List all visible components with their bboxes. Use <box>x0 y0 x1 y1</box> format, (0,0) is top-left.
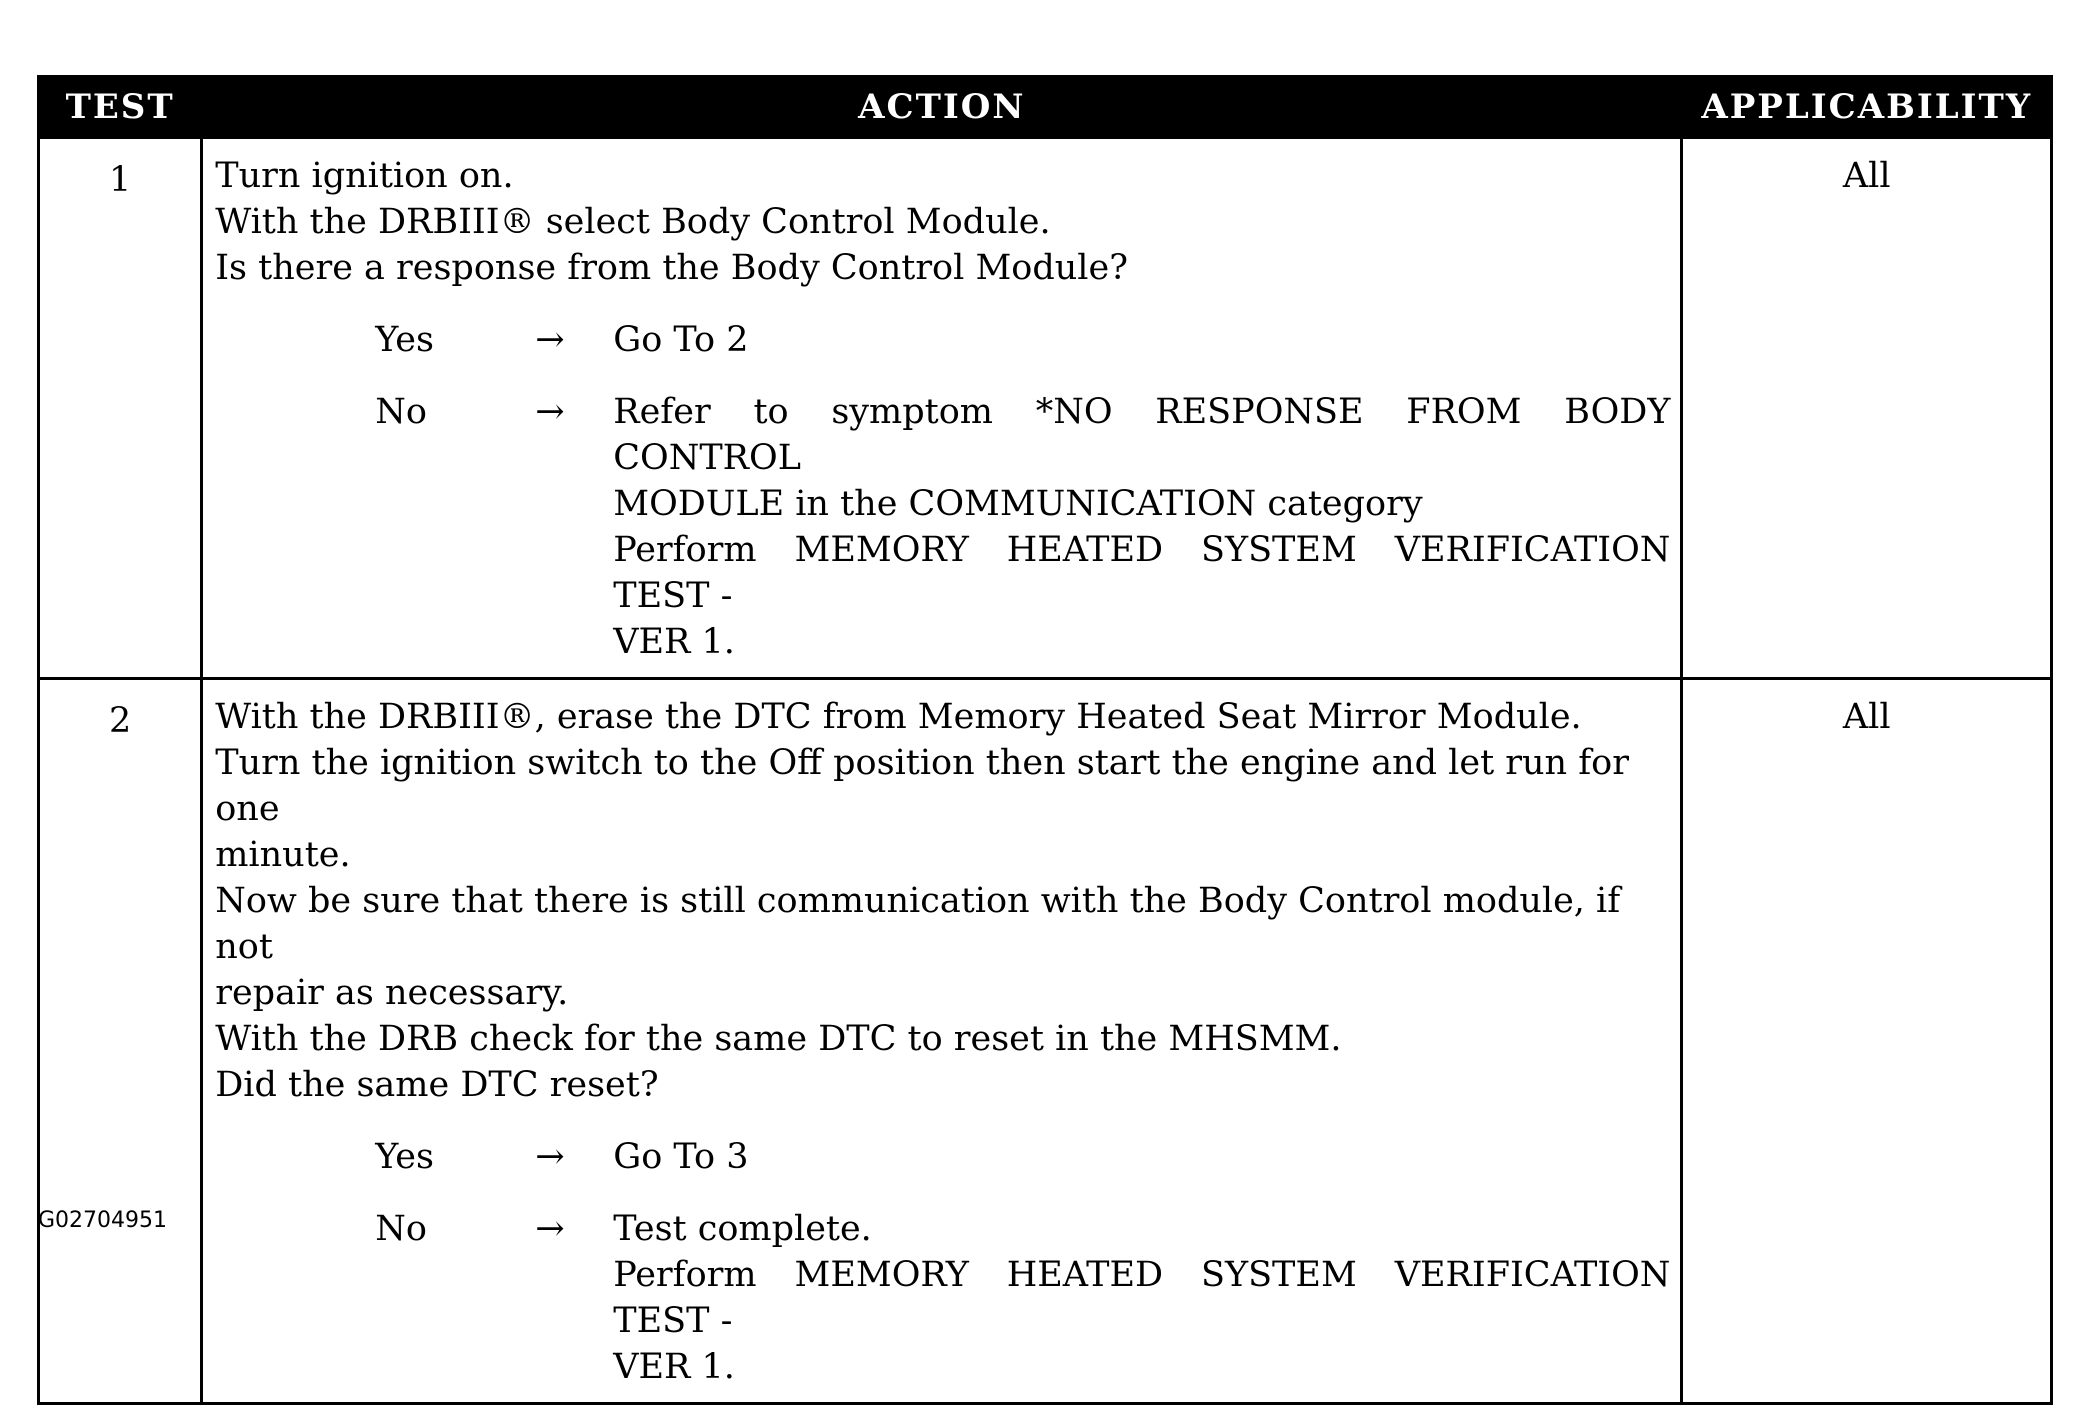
right-arrow-icon: → <box>535 320 565 360</box>
no-result-line: Perform MEMORY HEATED SYSTEM VERIFICATION TEST - <box>613 1255 1671 1341</box>
action-question: Is there a response from the Body Control Module? <box>215 248 1128 288</box>
action-cell <box>202 138 1682 679</box>
yes-result <box>613 1134 1670 1180</box>
yes-branch <box>215 1134 1670 1180</box>
no-branch <box>215 1206 1670 1390</box>
action-step: minute. <box>215 835 351 875</box>
action-step: With the DRBIII®, erase the DTC from Memory Heated Seat Mirror Module. <box>215 697 1582 737</box>
action-cell <box>202 679 1682 1404</box>
no-label: No <box>375 1209 427 1249</box>
yes-result-line: Go To 2 <box>613 320 749 360</box>
diagnostic-test-table <box>37 75 2053 1405</box>
yes-branch <box>215 317 1670 363</box>
test-number: 1 <box>39 138 202 679</box>
action-step: repair as necessary. <box>215 973 569 1013</box>
header-test: TEST <box>39 77 202 138</box>
yes-label: Yes <box>375 1137 434 1177</box>
action-step: Turn ignition on. <box>215 156 514 196</box>
no-result-line: Refer to symptom *NO RESPONSE FROM BODY CONTROL <box>613 392 1671 478</box>
action-step: Turn the ignition switch to the Off position then start the engine and let run for one <box>215 743 1629 829</box>
header-applicability: APPLICABILITY <box>1682 77 2052 138</box>
header-action: ACTION <box>202 77 1682 138</box>
no-label: No <box>375 392 427 432</box>
no-result <box>613 1206 1670 1390</box>
action-step: With the DRBIII® select Body Control Module. <box>215 202 1051 242</box>
right-arrow-icon: → <box>535 392 565 432</box>
applicability-cell: All <box>1682 679 2052 1404</box>
no-result-line: Perform MEMORY HEATED SYSTEM VERIFICATION TEST - <box>613 530 1671 616</box>
table-row <box>39 138 2052 679</box>
action-step: With the DRB check for the same DTC to reset in the MHSMM. <box>215 1019 1342 1059</box>
no-result-line: MODULE in the COMMUNICATION category <box>613 484 1423 524</box>
no-result-line: VER 1. <box>613 622 735 662</box>
no-branch <box>215 389 1670 665</box>
yes-result-line: Go To 3 <box>613 1137 749 1177</box>
action-step: Now be sure that there is still communication with the Body Control module, if not <box>215 881 1621 967</box>
right-arrow-icon: → <box>535 1137 565 1177</box>
action-question: Did the same DTC reset? <box>215 1065 659 1105</box>
right-arrow-icon: → <box>535 1209 565 1249</box>
no-result <box>613 389 1670 665</box>
table-row <box>39 679 2052 1404</box>
yes-result <box>613 317 1670 363</box>
no-result-line: Test complete. <box>613 1209 872 1249</box>
figure-code: G02704951 <box>38 1208 168 1233</box>
yes-label: Yes <box>375 320 434 360</box>
applicability-cell: All <box>1682 138 2052 679</box>
test-number: 2 <box>39 679 202 1404</box>
table-header-row <box>39 77 2052 138</box>
no-result-line: VER 1. <box>613 1347 735 1387</box>
